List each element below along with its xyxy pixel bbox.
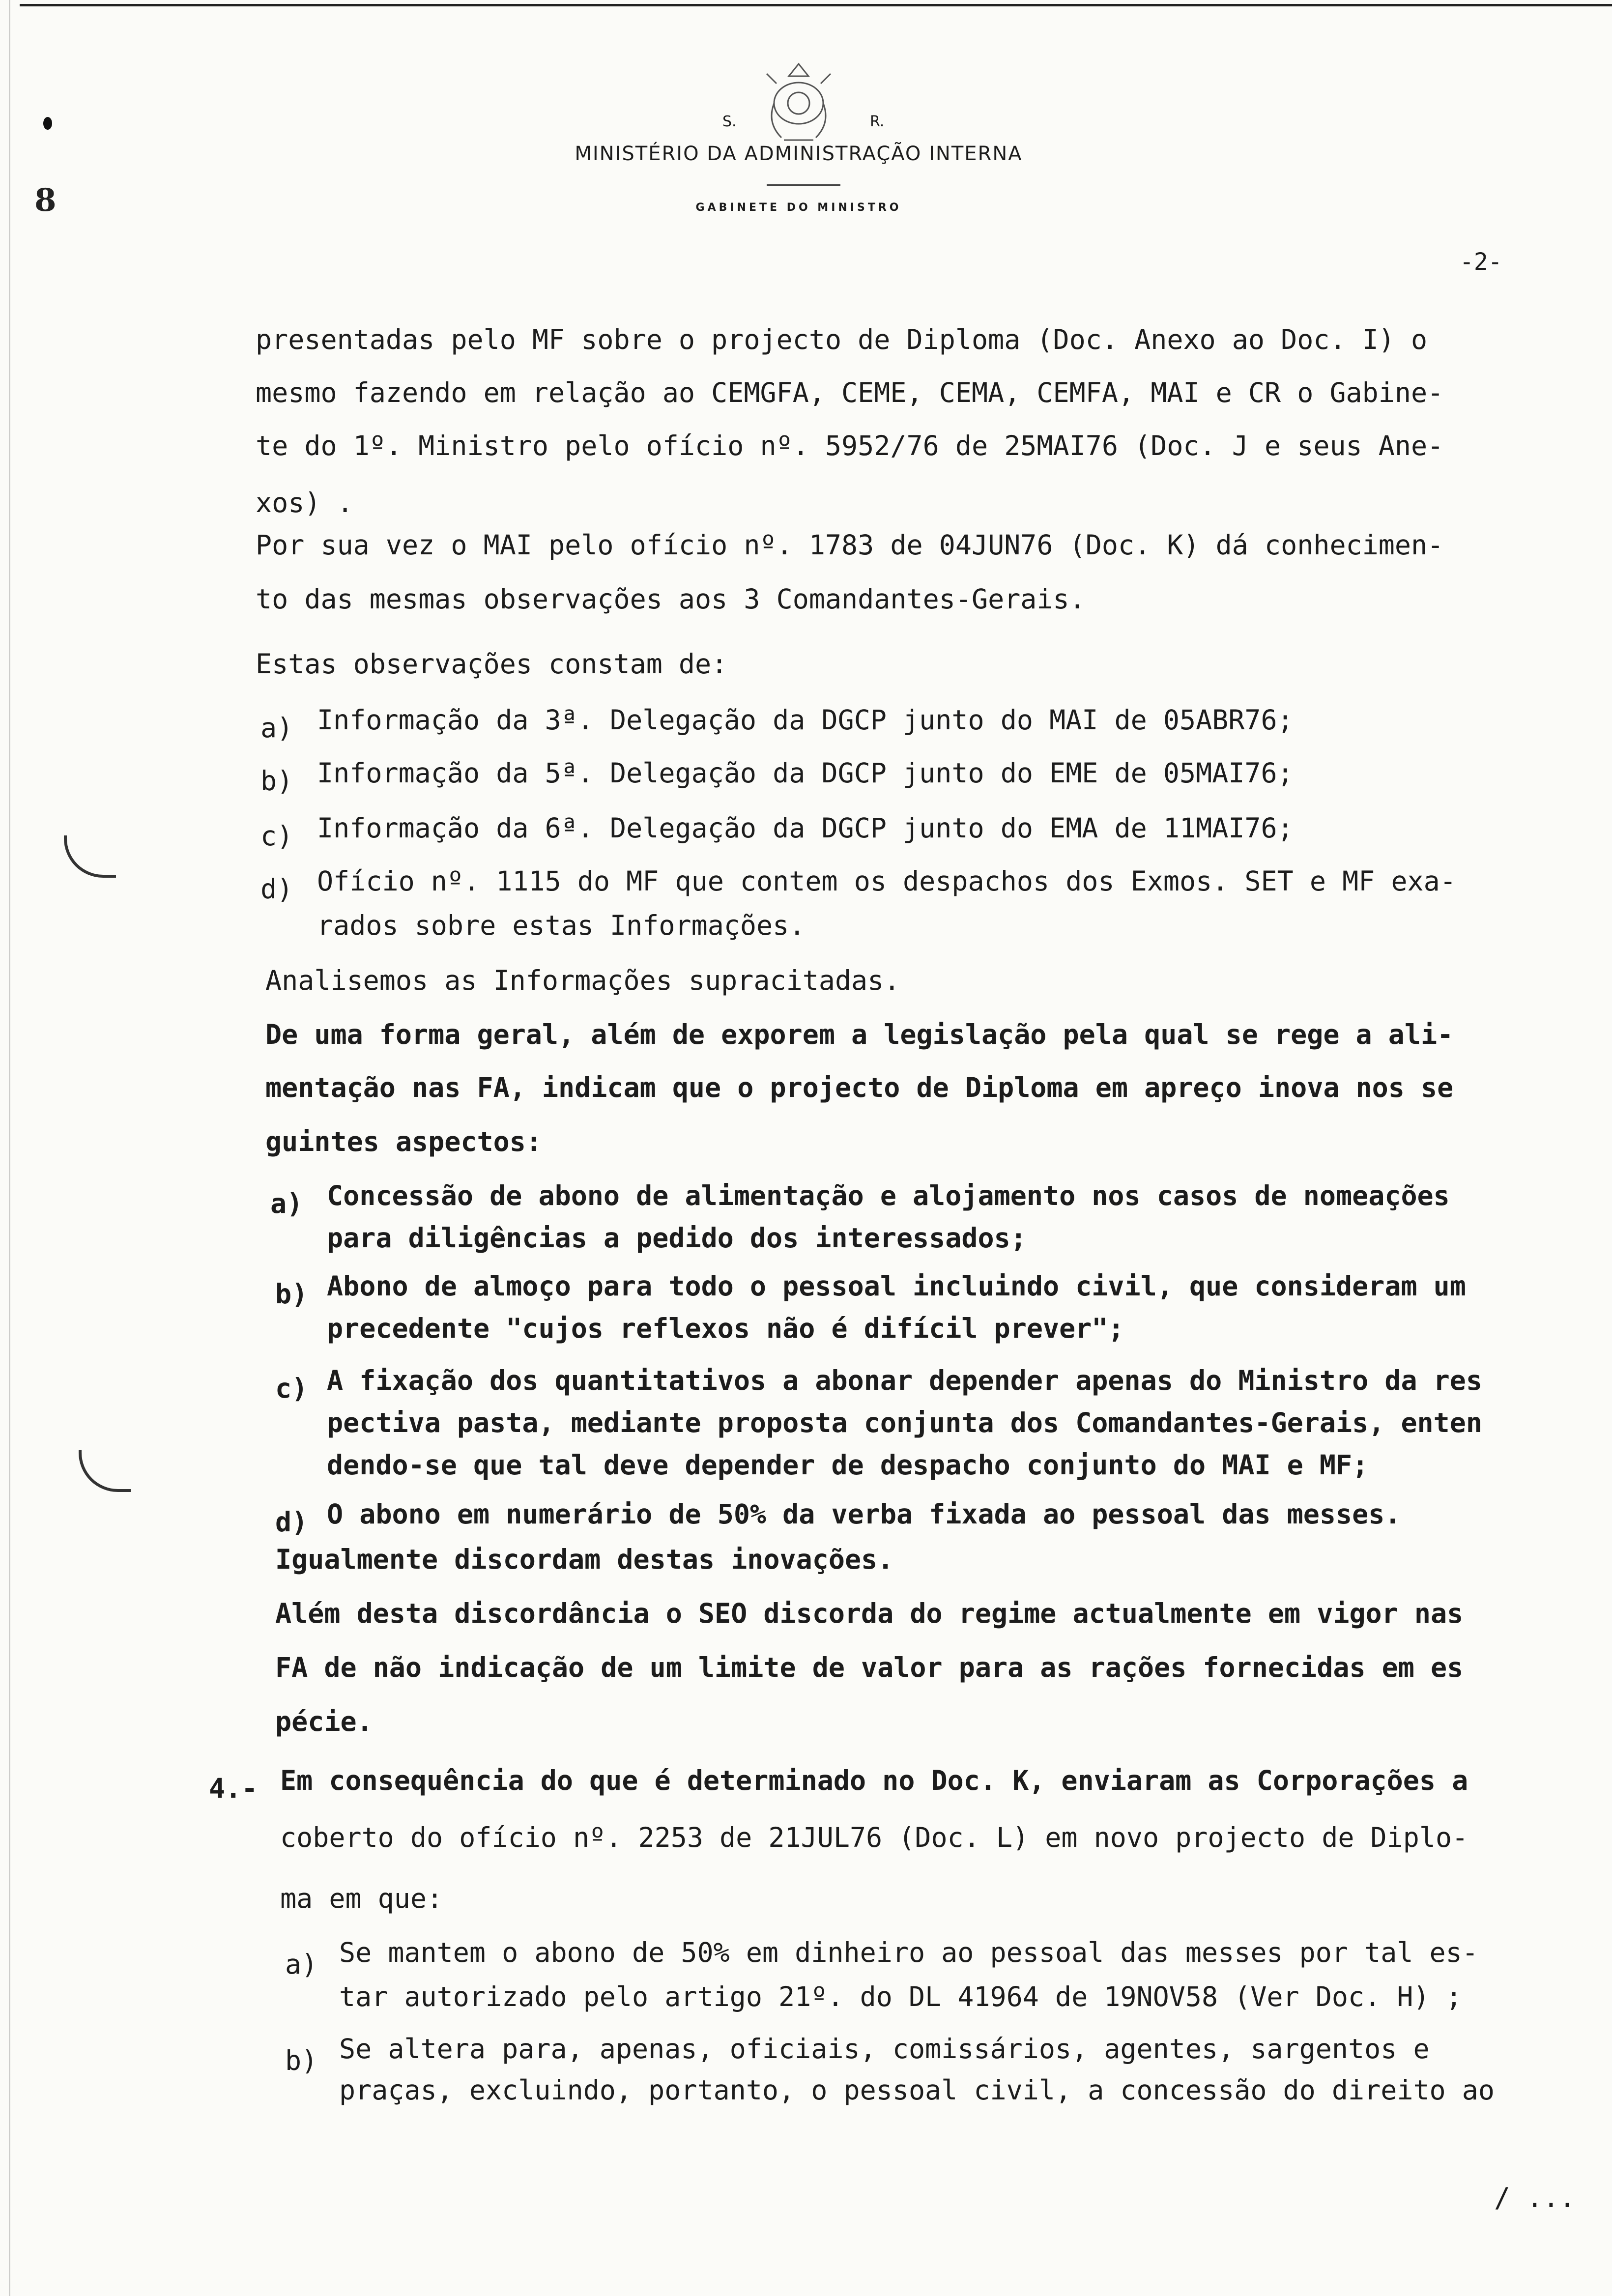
letterhead-left-mark: S. [722,113,737,130]
list-marker: c) [260,820,293,852]
text-line: presentadas pelo MF sobre o projecto de Diploma (Doc. Anexo ao Doc. I) o [256,324,1428,355]
text-line: mentação nas FA, indicam que o projecto de Diploma em apreço inova nos se [265,1072,1454,1103]
cabinet-name: GABINETE DO MINISTRO [695,201,902,214]
text-line: De uma forma geral, além de exporem a legislação pela qual se rege a ali- [265,1019,1454,1050]
list-item: Informação da 3ª. Delegação da DGCP junto do MAI de 05ABR76; [317,704,1294,736]
list-item: Concessão de abono de alimentação e alojamento nos casos de nomeações [327,1180,1450,1211]
letterhead-divider [767,184,840,186]
list-marker: d) [275,1506,308,1538]
text-line: Estas observações constam de: [256,648,728,680]
list-item-cont: pectiva pasta, mediante proposta conjunta dos Comandantes-Gerais, enten [327,1407,1483,1438]
text-line: te do 1º. Ministro pelo ofício nº. 5952/76 de 25MAI76 (Doc. J e seus Ane- [256,430,1444,461]
text-line: Analisemos as Informações supracitadas. [265,965,900,996]
scan-left-edge [9,0,10,2296]
margin-mark: 8 [34,182,57,219]
letterhead [491,54,1106,231]
list-item: Ofício nº. 1115 do MF que contem os despachos dos Exmos. SET e MF exa- [317,865,1456,897]
list-marker: c) [275,1373,308,1404]
list-marker: b) [285,2045,318,2076]
coat-of-arms-icon [747,54,850,152]
ministry-name: MINISTÉRIO DA ADMINISTRAÇÃO INTERNA [575,143,1023,165]
list-item: Se mantem o abono de 50% em dinheiro ao pessoal das messes por tal es- [339,1937,1478,1968]
text-line: ma em que: [280,1883,443,1914]
list-item: Informação da 5ª. Delegação da DGCP junto do EME de 05MAI76; [317,757,1294,789]
scan-top-edge [20,4,1612,6]
text-line: pécie. [275,1706,373,1737]
section-number: 4.- [209,1773,258,1804]
text-line: to das mesmas observações aos 3 Comandantes-Gerais. [256,583,1086,615]
list-item-cont: precedente "cujos reflexos não é difícil prever"; [327,1313,1124,1344]
continuation-mark: / ... [1494,2182,1576,2213]
list-marker: a) [285,1949,318,1980]
list-item: O abono em numerário de 50% da verba fixada ao pessoal das messes. [327,1498,1401,1530]
list-item-cont: dendo-se que tal deve depender de despacho conjunto do MAI e MF; [327,1449,1369,1481]
text-line: FA de não indicação de um limite de valor para as rações fornecidas em es [275,1652,1464,1683]
letterhead-right-mark: R. [870,113,885,130]
list-item: A fixação dos quantitativos a abonar depender apenas do Ministro da res [327,1365,1483,1396]
text-line: mesmo fazendo em relação ao CEMGFA, CEME, CEMA, CEMFA, MAI e CR o Gabine- [256,377,1444,408]
list-item-cont: praças, excluindo, portanto, o pessoal civil, a concessão do direito ao [339,2074,1495,2106]
page-number: -2- [1460,248,1502,276]
list-item: Informação da 6ª. Delegação da DGCP junto do EMA de 11MAI76; [317,812,1294,844]
text-line: Além desta discordância o SEO discorda do regime actualmente em vigor nas [275,1598,1464,1629]
list-marker: d) [260,873,293,905]
list-item-cont: para diligências a pedido dos interessados; [327,1222,1027,1254]
margin-bracket-mark [64,835,116,878]
list-marker: b) [260,765,293,797]
text-line: Em consequência do que é determinado no Doc. K, enviaram as Corporações a [280,1765,1468,1796]
margin-bracket-mark [79,1450,131,1492]
list-item-cont: tar autorizado pelo artigo 21º. do DL 41964 de 19NOV58 (Ver Doc. H) ; [339,1981,1462,2012]
list-item: Abono de almoço para todo o pessoal incluindo civil, que consideram um [327,1270,1466,1302]
list-marker: a) [270,1188,303,1219]
list-item: Se altera para, apenas, oficiais, comissários, agentes, sargentos e [339,2033,1430,2065]
text-line: guintes aspectos: [265,1126,542,1157]
text-line: xos) . [256,487,353,518]
list-marker: a) [260,712,293,744]
list-marker: b) [275,1278,308,1310]
text-line: coberto do ofício nº. 2253 de 21JUL76 (Doc. L) em novo projecto de Diplo- [280,1822,1468,1853]
list-item-cont: rados sobre estas Informações. [317,910,806,941]
punch-hole-mark [43,117,52,130]
text-line: Igualmente discordam destas inovações. [275,1544,894,1575]
text-line: Por sua vez o MAI pelo ofício nº. 1783 de 04JUN76 (Doc. K) dá conhecimen- [256,529,1444,561]
